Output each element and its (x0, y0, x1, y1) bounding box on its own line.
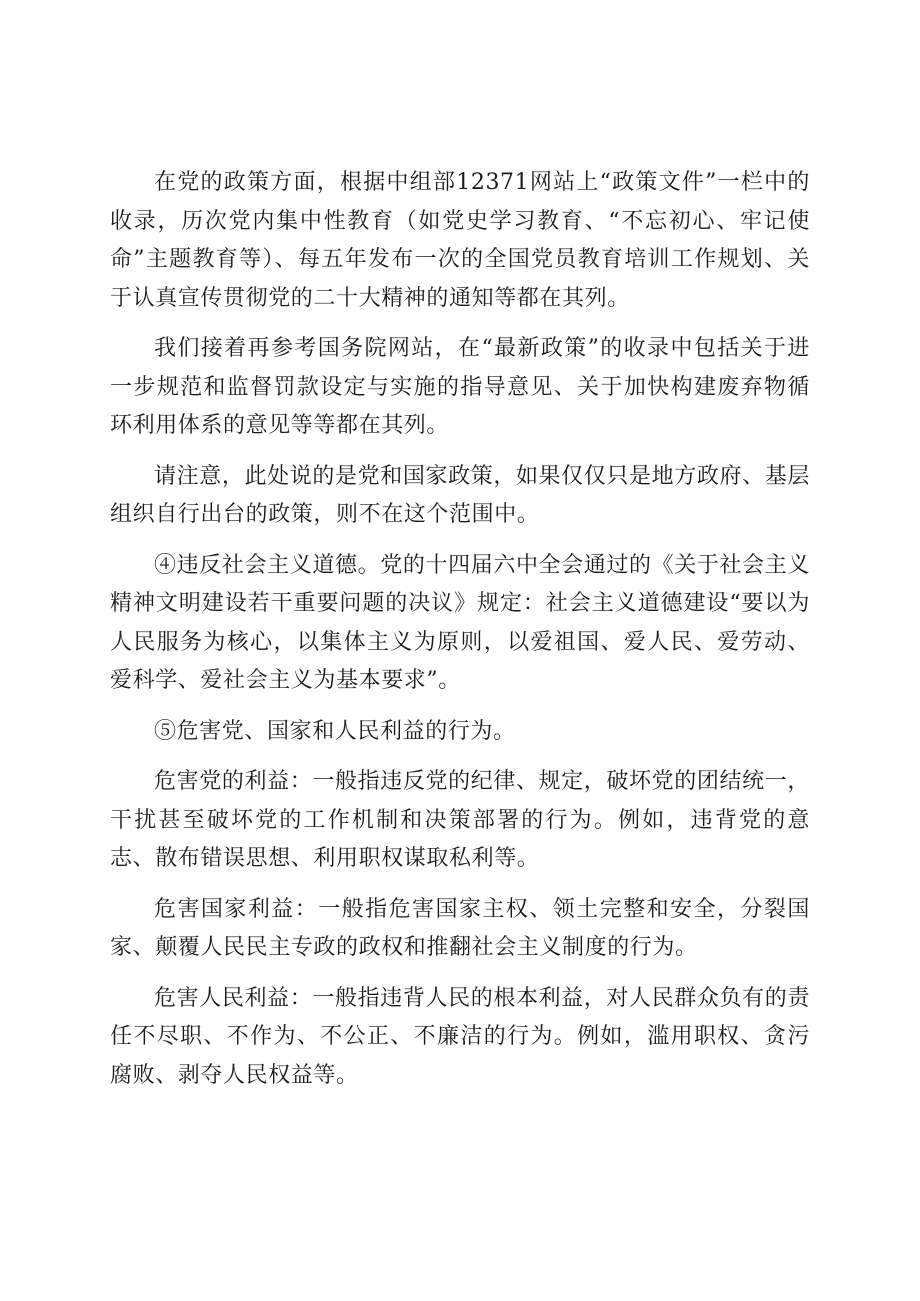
paragraph-party-policy: 在党的政策方面，根据中组部12371网站上“政策文件”一栏中的收录，历次党内集中性教育（如党史学习教育、“不忘初心、牢记使命”主题教育等）、每五年发布一次的全国党员教育培训工作规划、关于认真宣传贯彻党的二十大精神的通知等都在其列。 (110, 170, 810, 311)
paragraph-harm-party: 危害党的利益：一般指违反党的纪律、规定，破坏党的团结统一，干扰甚至破坏党的工作机制和决策部署的行为。例如，违背党的意志、散布错误思想、利用职权谋取私利等。 (110, 769, 810, 871)
paragraph-state-council: 我们接着再参考国务院网站，在“最新政策”的收录中包括关于进一步规范和监督罚款设定与实施的指导意见、关于加快构建废弃物循环利用体系的意见等等都在其列。 (110, 336, 810, 438)
paragraph-harm-people: 危害人民利益：一般指违背人民的根本利益，对人民群众负有的责任不尽职、不作为、不公正、不廉洁的行为。例如，滥用职权、贪污腐败、剥夺人民权益等。 (110, 985, 810, 1088)
paragraph-note: 请注意，此处说的是党和国家政策，如果仅仅只是地方政府、基层组织自行出台的政策，则不在这个范围中。 (110, 463, 810, 527)
paragraph-harmful-behavior: ⑤危害党、国家和人民利益的行为。 (154, 718, 516, 744)
document-body (110, 164, 810, 1107)
paragraph-socialist-morality: ④违反社会主义道德。党的十四届六中全会通过的《关于社会主义精神文明建设若干重要问题的决议》规定：社会主义道德建设“要以为人民服务为核心，以集体主义为原则，以爱祖国、爱人民、爱劳动、爱科学、爱社会主义为基本要求”。 (110, 552, 810, 693)
paragraph-harm-state: 危害国家利益：一般指危害国家主权、领土完整和安全，分裂国家、颠覆人民民主专政的政权和推翻社会主义制度的行为。 (110, 896, 810, 960)
